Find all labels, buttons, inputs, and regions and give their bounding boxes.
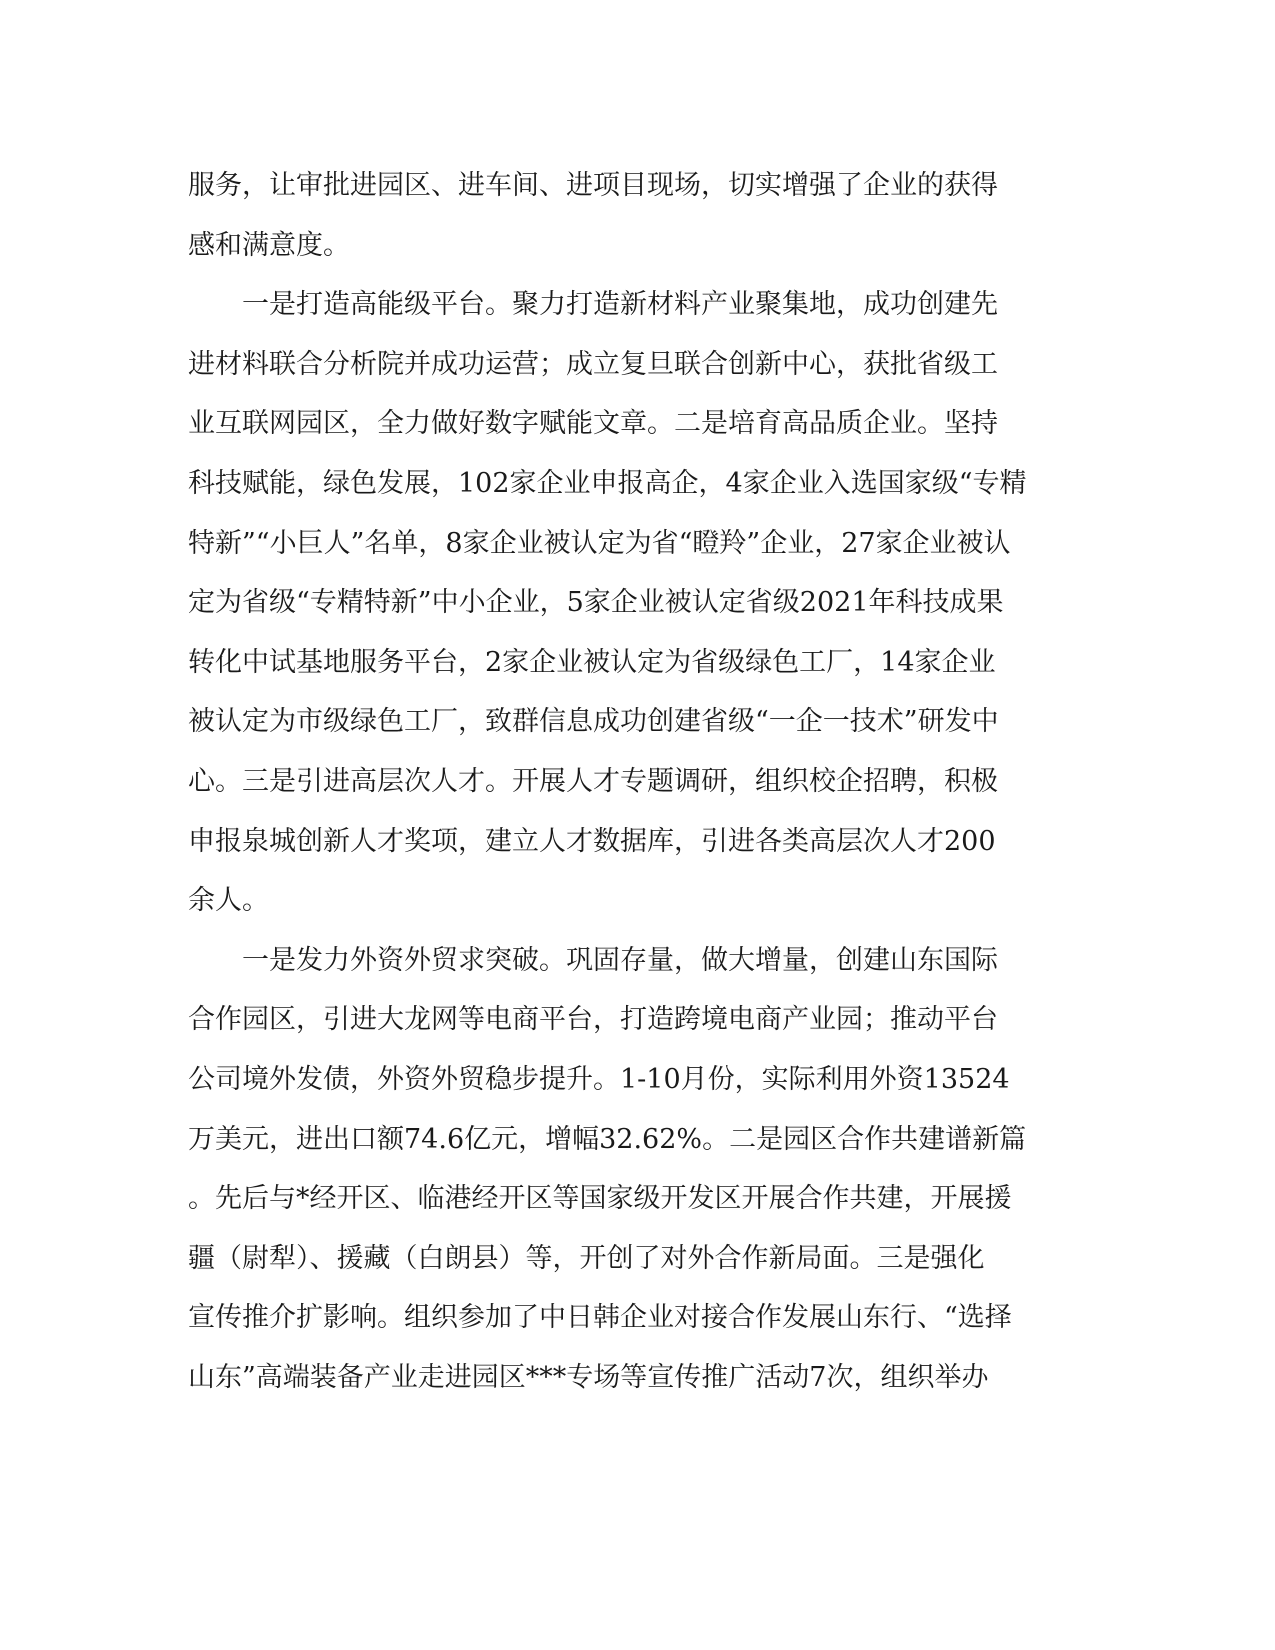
body-text [188, 156, 1088, 1407]
text-line-8: 定为省级“专精特新”中小企业，5家企业被认定省级2021年科技成果 [188, 587, 1004, 619]
text-line-14: 一是发力外资外贸求突破。巩固存量，做大增量，创建山东国际 [188, 944, 998, 976]
text-line-9: 转化中试基地服务平台，2家企业被认定为省级绿色工厂，14家企业 [188, 646, 996, 678]
text-line-6: 科技赋能，绿色发展，102家企业申报高企，4家企业入选国家级“专精 [188, 467, 1027, 499]
text-line-12: 申报泉城创新人才奖项，建立人才数据库，引进各类高层次人才200 [188, 825, 996, 857]
text-line-20: 宣传推介扩影响。组织参加了中日韩企业对接合作发展山东行、“选择 [188, 1302, 1012, 1334]
text-line-21: 山东”高端装备产业走进园区***专场等宣传推广活动7次，组织举办 [188, 1361, 989, 1393]
text-line-11: 心。三是引进高层次人才。开展人才专题调研，组织校企招聘，积极 [188, 765, 998, 797]
text-line-2: 感和满意度。 [188, 229, 350, 261]
text-line-16: 公司境外发债，外资外贸稳步提升。1-10月份，实际利用外资13524 [188, 1063, 1010, 1095]
text-line-7: 特新”“小巨人”名单，8家企业被认定为省“瞪羚”企业，27家企业被认 [188, 527, 1011, 559]
text-line-4: 进材料联合分析院并成功运营；成立复旦联合创新中心，获批省级工 [188, 348, 998, 380]
text-line-13: 余人。 [188, 885, 269, 917]
text-line-5: 业互联网园区，全力做好数字赋能文章。二是培育高品质企业。坚持 [188, 408, 998, 440]
text-line-3: 一是打造高能级平台。聚力打造新材料产业聚集地，成功创建先 [188, 289, 998, 321]
text-line-10: 被认定为市级绿色工厂，致群信息成功创建省级“一企一技术”研发中 [188, 706, 999, 738]
text-line-17: 万美元，进出口额74.6亿元，增幅32.62%。二是园区合作共建谱新篇 [188, 1123, 1027, 1155]
text-line-19: 疆（尉犁）、援藏（白朗县）等，开创了对外合作新局面。三是强化 [188, 1242, 985, 1274]
text-line-1: 服务，让审批进园区、进车间、进项目现场，切实增强了企业的获得 [188, 170, 998, 201]
text-line-15: 合作园区，引进大龙网等电商平台，打造跨境电商产业园；推动平台 [188, 1004, 998, 1036]
text-line-18: 。先后与*经开区、临港经开区等国家级开发区开展合作共建，开展援 [188, 1183, 1012, 1215]
